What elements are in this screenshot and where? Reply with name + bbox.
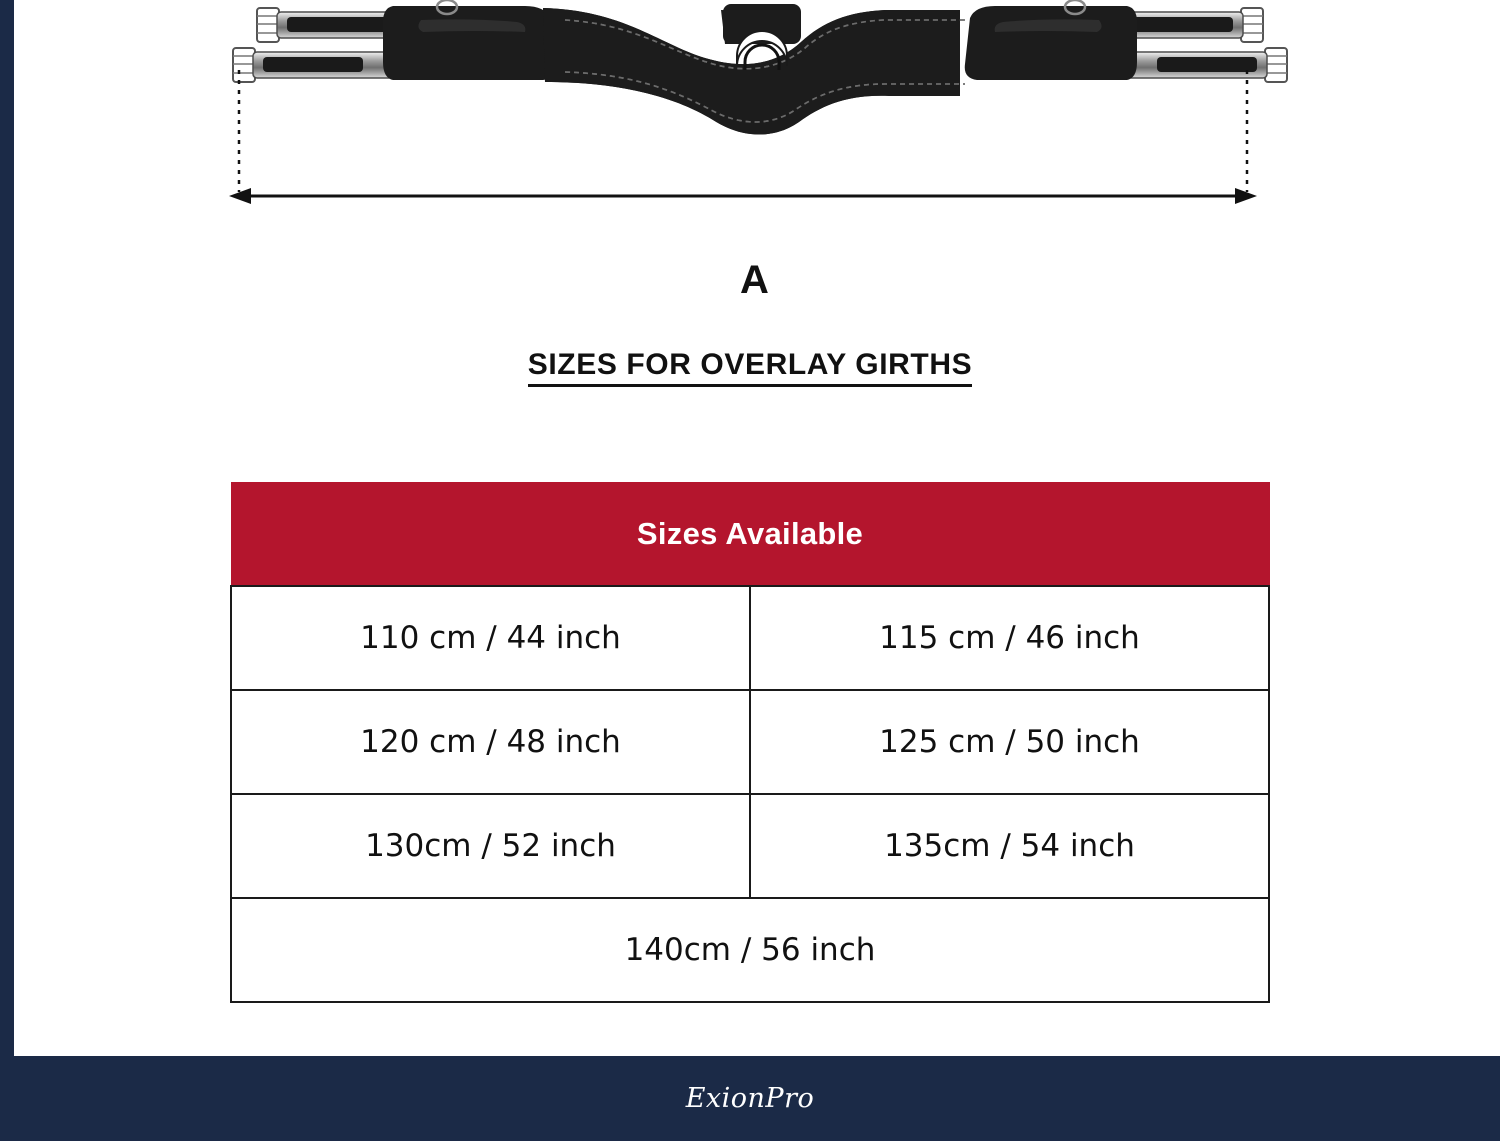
size-cell: 110 cm / 44 inch	[231, 586, 750, 690]
page-title-text: SIZES FOR OVERLAY GIRTHS	[528, 348, 972, 387]
size-cell: 130cm / 52 inch	[231, 794, 750, 898]
table-header-row	[231, 483, 1269, 587]
sizes-table	[230, 482, 1270, 1003]
table-row	[231, 690, 1269, 794]
size-cell: 125 cm / 50 inch	[750, 690, 1269, 794]
table-row	[231, 794, 1269, 898]
size-cell: 135cm / 54 inch	[750, 794, 1269, 898]
footer-bar	[0, 1056, 1500, 1141]
dimension-label: A	[740, 258, 770, 302]
table-header-cell: Sizes Available	[231, 483, 1269, 587]
size-cell-full-width: 140cm / 56 inch	[231, 898, 1269, 1002]
left-navy-rail	[0, 0, 14, 1141]
table-row	[231, 898, 1269, 1002]
size-cell: 115 cm / 46 inch	[750, 586, 1269, 690]
page-title	[0, 348, 1500, 382]
dimension-measure	[225, 60, 1285, 302]
brand-logo: ExionPro	[685, 1083, 815, 1114]
size-cell: 120 cm / 48 inch	[231, 690, 750, 794]
table-row	[231, 586, 1269, 690]
